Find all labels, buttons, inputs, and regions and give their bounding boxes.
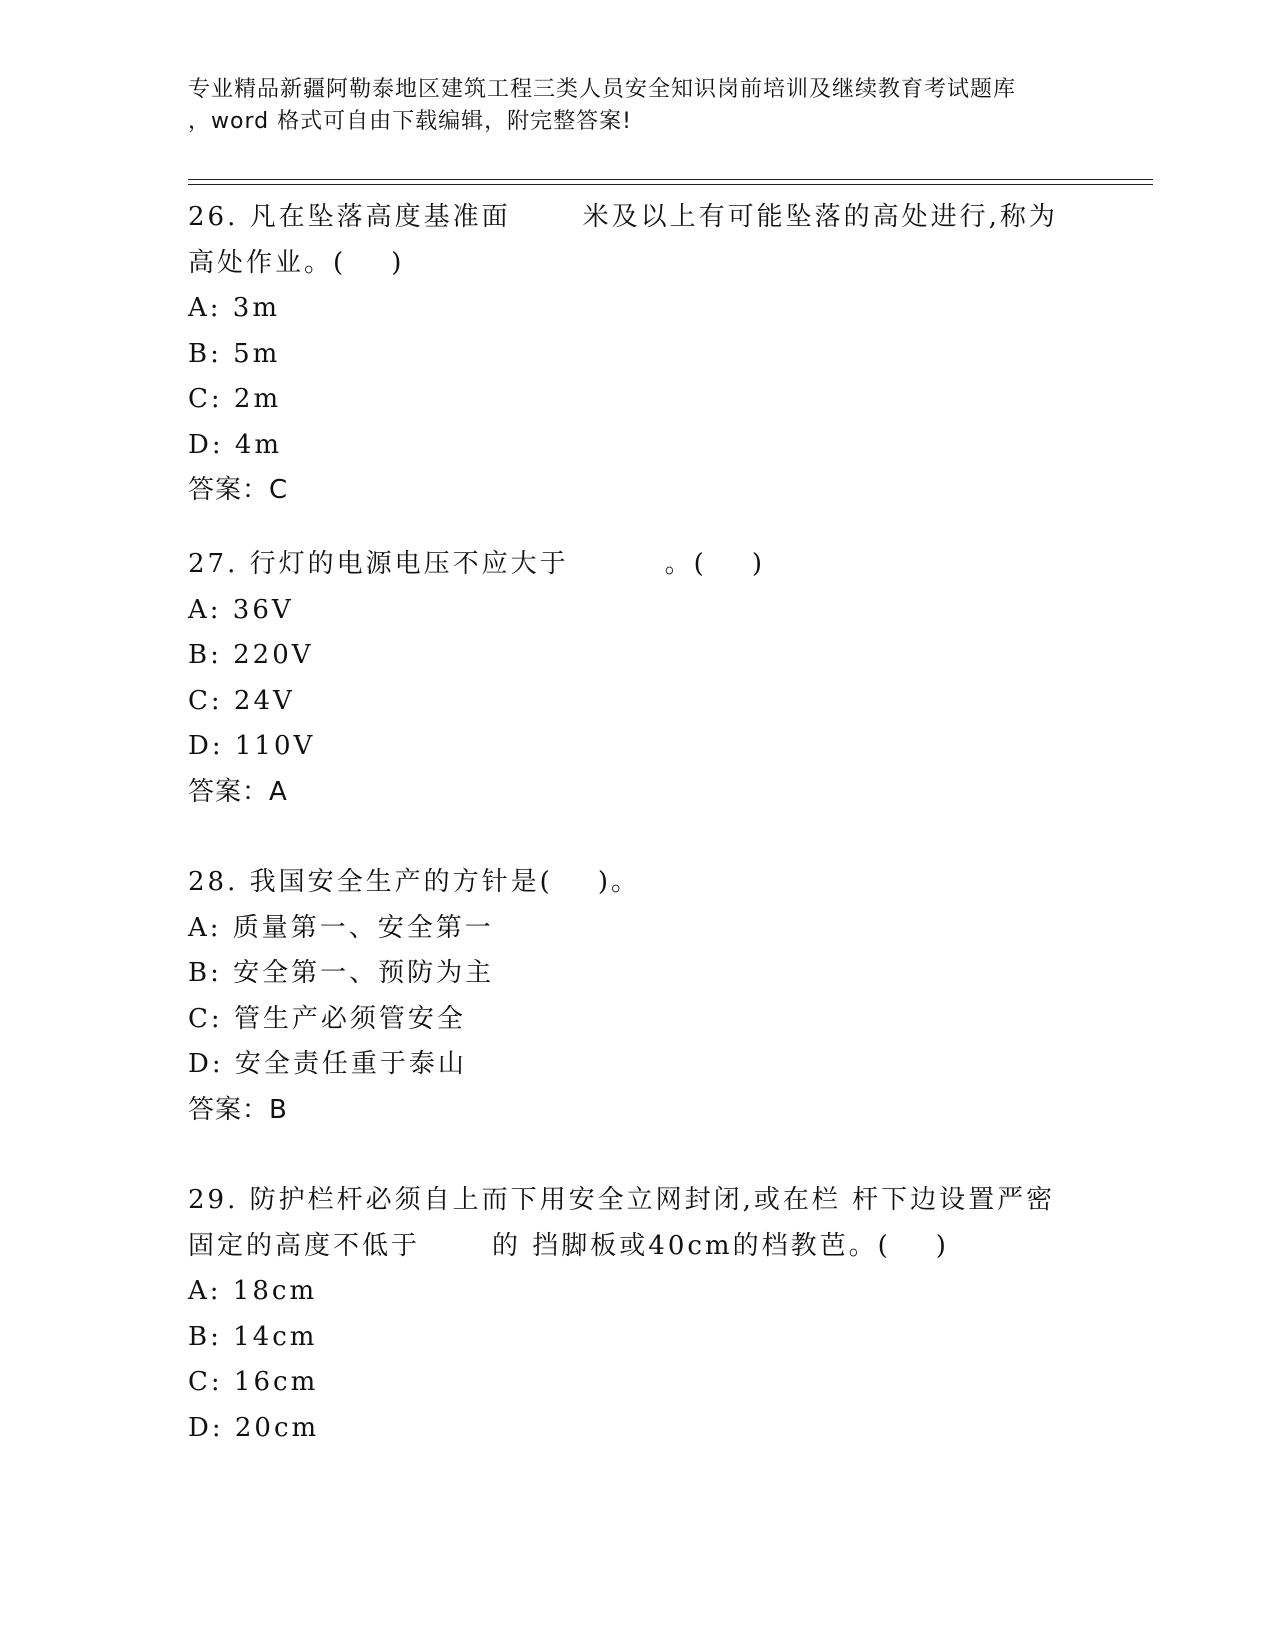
option-c: C: 2m xyxy=(188,384,282,414)
option-a: A: 质量第一、安全第一 xyxy=(188,912,494,943)
question-stem: 28. 我国安全生产的方针是( )。 xyxy=(188,867,640,897)
option-b: B: 安全第一、预防为主 xyxy=(188,958,495,988)
question-27 xyxy=(188,542,1088,815)
option-b: B: 5m xyxy=(188,338,281,369)
question-stem xyxy=(188,195,1088,241)
option-c: C: 管生产必须管安全 xyxy=(188,1003,466,1034)
document-header xyxy=(188,74,1148,138)
option-a: A: 36V xyxy=(188,594,294,625)
stem-text: 米及以上有可能坠落的高处进行,称为 xyxy=(582,202,1058,232)
question-26 xyxy=(188,195,1088,514)
question-stem-continued xyxy=(188,1224,1088,1270)
answer: 答案：A xyxy=(188,776,288,807)
stem-text: 26. 凡在坠落高度基准面 xyxy=(188,202,511,232)
stem-text: 的 挡脚板或40cm的档教芭。( ) xyxy=(492,1230,949,1261)
question-stem xyxy=(188,542,1088,588)
option-a: A: 18cm xyxy=(188,1276,318,1306)
question-stem-continued: 高处作业。( ) xyxy=(188,247,405,278)
option-b: B: 14cm xyxy=(188,1321,318,1352)
stem-text: 。( ) xyxy=(664,549,765,579)
option-d: D: 安全责任重于泰山 xyxy=(188,1049,467,1079)
option-b: B: 220V xyxy=(188,640,314,670)
answer: 答案：C xyxy=(188,475,289,505)
header-divider-top xyxy=(188,179,1153,180)
stem-text: 27. 行灯的电源电压不应大于 xyxy=(188,549,569,579)
answer: 答案：B xyxy=(188,1094,288,1125)
option-c: C: 24V xyxy=(188,685,295,716)
header-divider-bottom xyxy=(188,184,1153,185)
header-title-line1: 专业精品新疆阿勒泰地区建筑工程三类人员安全知识岗前培训及继续教育考试题库 xyxy=(188,77,1017,102)
stem-text: 固定的高度不低于 xyxy=(188,1230,421,1261)
option-d: D: 110V xyxy=(188,731,316,761)
question-29 xyxy=(188,1178,1088,1451)
option-c: C: 16cm xyxy=(188,1367,319,1397)
question-stem: 29. 防护栏杆必须自上而下用安全立网封闭,或在栏 杆下边设置严密 xyxy=(188,1185,1056,1215)
option-a: A: 3m xyxy=(188,293,280,323)
option-d: D: 4m xyxy=(188,429,283,460)
header-title-line2: ，word 格式可自由下载编辑，附完整答案! xyxy=(188,109,632,134)
question-28 xyxy=(188,860,1088,1133)
option-d: D: 20cm xyxy=(188,1412,320,1443)
